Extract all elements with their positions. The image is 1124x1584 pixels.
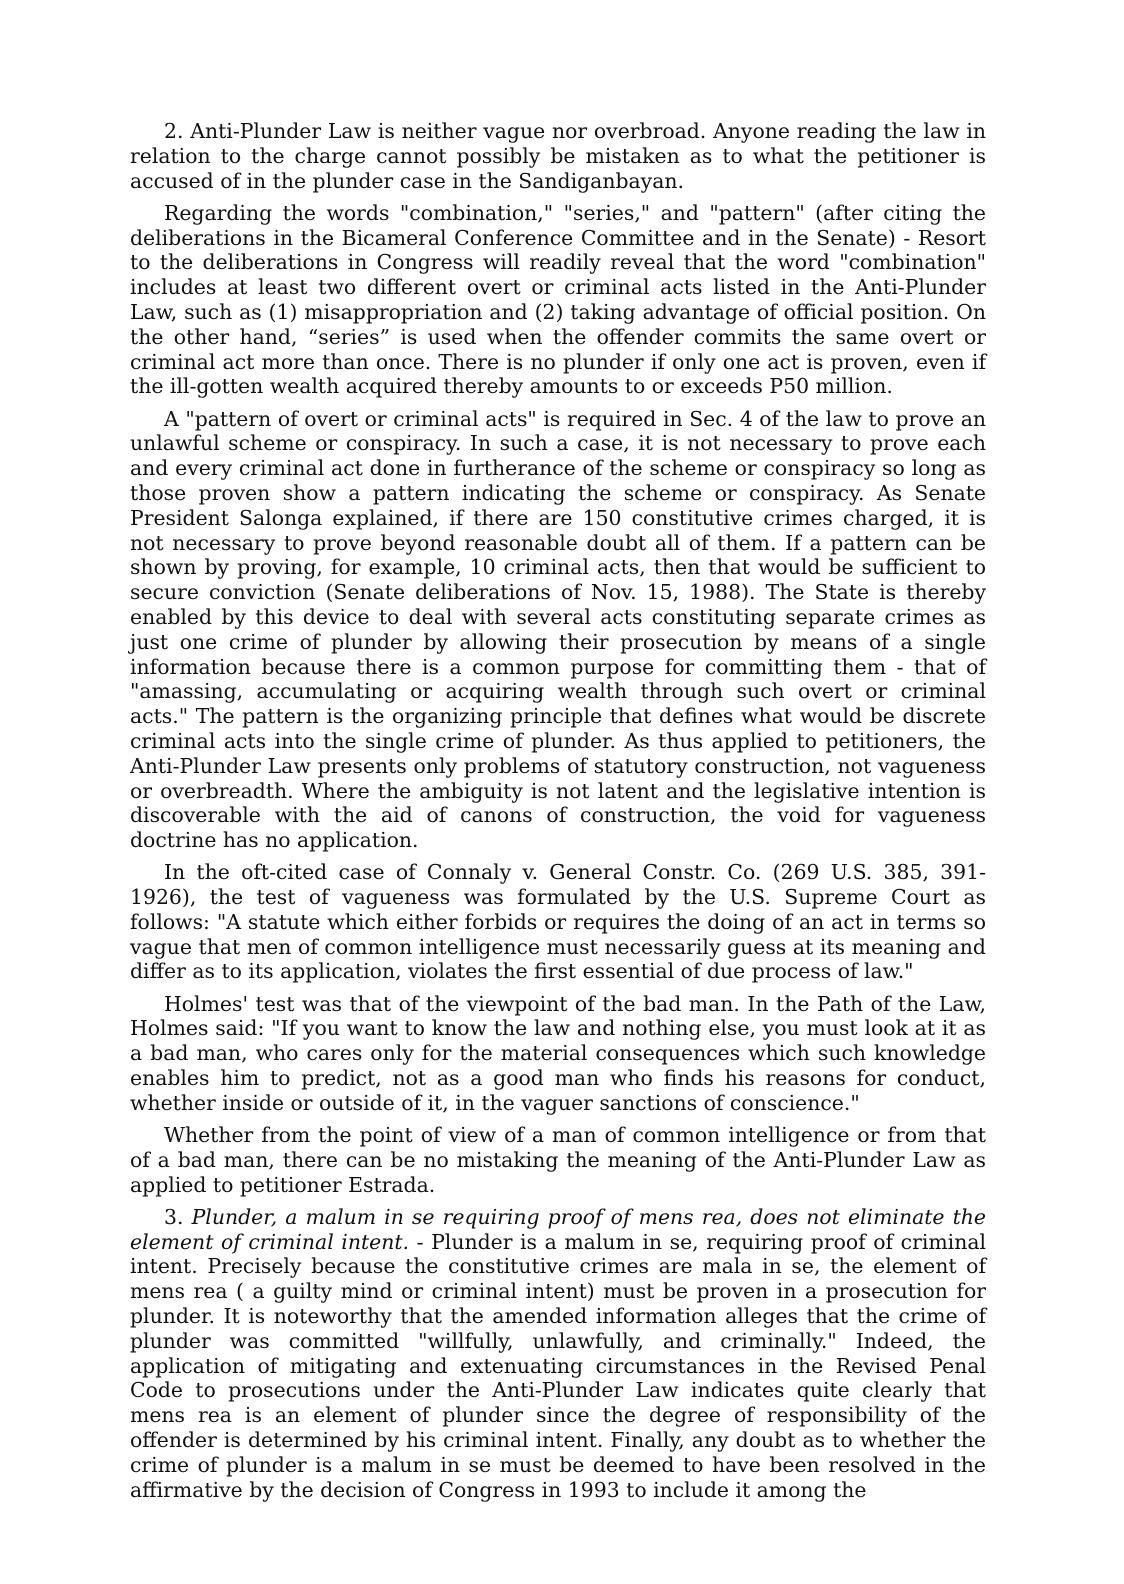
paragraph-item-3 [130,1205,986,1503]
item-3-number: 3. [164,1204,192,1229]
document-page [130,119,986,1502]
paragraph-holmes-test: Holmes' test was that of the viewpoint of the bad man. In the Path of the Law, Holmes said: "If you want to know the law and nothing else, you must look at it as a bad man, who cares only for the material consequences which such knowledge enables him to predict, not as a good man who finds his reasons for conduct, whether inside or outside of it, in the vaguer sanctions of conscience." [130,991,986,1115]
item-3-heading: Plunder, a malum in se requiring proof of mens rea, does not eliminate the element of criminal intent. [130,1204,986,1254]
paragraph-item-2: 2. Anti-Plunder Law is neither vague nor overbroad. Anyone reading the law in relation to the charge cannot possibly be mistaken as to what the petitioner is accused of in the plunder case in the Sandiganbayan. [130,119,986,193]
item-3-body: - Plunder is a malum in se, requiring proof of criminal intent. Precisely because the constitutive crimes are mala in se, the element of mens rea ( a guilty mind or criminal intent) must be proven in a prosecution for plunder. It is noteworthy that the amended information alleges that the crime of plunder was committed "willfully, unlawfully, and criminally." Indeed, the application of mitigating and extenuating circumstances in the Revised Penal Code to prosecutions under the Anti-Plunder Law indicates quite clearly that mens rea is an element of plunder since the degree of responsibility of the offender is determined by his criminal intent. Finally, any doubt as to whether the crime of plunder is a malum in se must be deemed to have been resolved in the affirmative by the decision of Congress in 1993 to include it among the [130,1229,987,1502]
paragraph-connaly-case: In the oft-cited case of Connaly v. General Constr. Co. (269 U.S. 385, 391- 1926), the test of vagueness was formulated by the U.S. Supreme Court as follows: "A statute which either forbids or requires the doing of an act in terms so vague that men of common intelligence must necessarily guess at its meaning and differ as to its application, violates the first essential of due process of law." [130,860,986,984]
paragraph-pattern: A "pattern of overt or criminal acts" is required in Sec. 4 of the law to prove an unlawful scheme or conspiracy. In such a case, it is not necessary to prove each and every criminal act done in furtherance of the scheme or conspiracy so long as those proven show a pattern indicating the scheme or conspiracy. As Senate President Salonga explained, if there are 150 constitutive crimes charged, it is not necessary to prove beyond reasonable doubt all of them. If a pattern can be shown by proving, for example, 10 criminal acts, then that would be sufficient to secure conviction (Senate deliberations of Nov. 15, 1988). The State is thereby enabled by this device to deal with several acts constituting separate crimes as just one crime of plunder by allowing their prosecution by means of a single information because there is a common purpose for committing them - that of "amassing, accumulating or acquiring wealth through such overt or criminal acts." The pattern is the organizing principle that defines what would be discrete criminal acts into the single crime of plunder. As thus applied to petitioners, the Anti-Plunder Law presents only problems of statutory construction, not vagueness or overbreadth. Where the ambiguity is not latent and the legislative intention is discoverable with the aid of canons of construction, the void for vagueness doctrine has no application. [130,406,986,853]
paragraph-bad-man: Whether from the point of view of a man of common intelligence or from that of a bad man, there can be no mistaking the meaning of the Anti-Plunder Law as applied to petitioner Estrada. [130,1123,986,1197]
paragraph-combination-series: Regarding the words "combination," "series," and "pattern" (after citing the deliberations in the Bicameral Conference Committee and in the Senate) - Resort to the deliberations in Congress will readily reveal that the word "combination" includes at least two different overt or criminal acts listed in the Anti-Plunder Law, such as (1) misappropriation and (2) taking advantage of official position. On the other hand, “series” is used when the offender commits the same overt or criminal act more than once. There is no plunder if only one act is proven, even if the ill-gotten wealth acquired thereby amounts to or exceeds P50 million. [130,200,986,399]
